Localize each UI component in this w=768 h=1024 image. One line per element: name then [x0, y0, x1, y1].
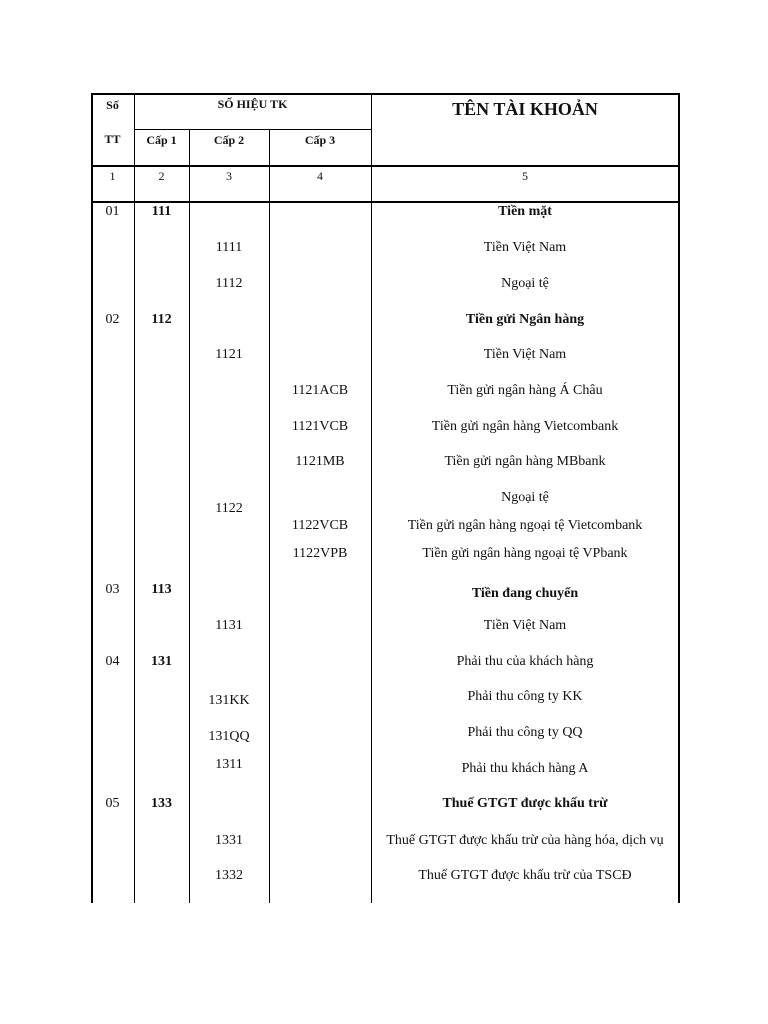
- col-divider-3: [269, 129, 270, 903]
- table-row-name: Tiền gửi ngân hàng ngoại tệ Vietcombank: [407, 518, 643, 533]
- so-hieu-divider: [134, 129, 371, 130]
- table-row-name: Tiền Việt Nam: [483, 618, 567, 633]
- table-row-name: Tiền gửi ngân hàng ngoại tệ VPbank: [422, 546, 628, 561]
- table-row-name: Tiền gửi ngân hàng MBbank: [444, 454, 606, 469]
- table-row-stt: 02: [105, 312, 120, 327]
- table-row-cap2: 131KK: [208, 693, 250, 708]
- table-row-cap2: 1311: [215, 757, 243, 772]
- table-row-cap3: 1122VPB: [292, 546, 348, 561]
- table-row-name: Phải thu công ty KK: [467, 689, 583, 704]
- table-row-cap3: 1122VCB: [291, 518, 349, 533]
- table-row-cap2: 1112: [215, 276, 243, 291]
- table-row-name: Thuế GTGT được khấu trừ của hàng hóa, dịch vụ: [386, 833, 664, 848]
- header-so: Số: [106, 98, 119, 112]
- table-row-cap2: 1111: [215, 240, 243, 255]
- table-row-name: Thuế GTGT được khấu trừ: [442, 796, 608, 811]
- table-row-cap3: 1121ACB: [291, 383, 349, 398]
- table-row-name: Ngoại tệ: [501, 276, 549, 291]
- table-top-border: [91, 93, 680, 95]
- table-row-cap1: 133: [151, 796, 172, 811]
- table-row-name: Phải thu khách hàng A: [461, 761, 589, 776]
- header-so-hieu-tk: SỐ HIỆU TK: [217, 97, 288, 111]
- table-row-stt: 05: [105, 796, 120, 811]
- header-cap-3: Cấp 3: [304, 133, 336, 147]
- table-row-name: Tiền gửi ngân hàng Vietcombank: [431, 419, 619, 434]
- table-row-stt: 01: [105, 204, 120, 219]
- index-row-bottom-border: [91, 201, 680, 203]
- index-cell-5: 5: [522, 169, 528, 183]
- header-ten-tai-khoan: TÊN TÀI KHOẢN: [452, 99, 598, 119]
- table-row-cap1: 113: [151, 582, 172, 597]
- index-cell-1: 1: [109, 169, 116, 183]
- table-row-cap1: 112: [151, 312, 172, 327]
- table-row-cap2: 1332: [215, 868, 243, 883]
- header-cap-1: Cấp 1: [146, 133, 177, 147]
- table-row-name: Tiền Việt Nam: [483, 347, 567, 362]
- table-row-name: Tiền mặt: [498, 204, 552, 219]
- table-row-cap3: 1121MB: [295, 454, 345, 469]
- index-cell-4: 4: [317, 169, 323, 183]
- table-row-name: Tiền gửi Ngân hàng: [465, 312, 585, 327]
- table-row-stt: 04: [105, 654, 120, 669]
- index-cell-3: 3: [226, 169, 232, 183]
- table-row-name: Tiền Việt Nam: [483, 240, 567, 255]
- table-row-stt: 03: [105, 582, 120, 597]
- table-row-cap2: 131QQ: [208, 729, 250, 744]
- header-bottom-border: [91, 165, 680, 167]
- header-cap-2: Cấp 2: [213, 133, 245, 147]
- table-row-cap1: 131: [151, 654, 172, 669]
- table-row-name: Ngoại tệ: [501, 490, 549, 505]
- table-row-cap3: 1121VCB: [291, 419, 349, 434]
- table-row-name: Tiền đang chuyển: [471, 586, 579, 601]
- index-cell-2: 2: [158, 169, 165, 183]
- table-row-name: Phải thu của khách hàng: [456, 654, 594, 669]
- table-row-cap2: 1331: [215, 833, 243, 848]
- table-row-name: Tiền gửi ngân hàng Á Châu: [447, 383, 603, 398]
- table-row-name: Thuế GTGT được khấu trừ của TSCĐ: [418, 868, 632, 883]
- header-tt: TT: [104, 132, 121, 146]
- table-row-cap2: 1122: [215, 501, 243, 516]
- table-row-cap1: 111: [151, 204, 172, 219]
- table-row-cap2: 1131: [215, 618, 243, 633]
- table-row-name: Phải thu công ty QQ: [467, 725, 583, 740]
- table-row-cap2: 1121: [215, 347, 243, 362]
